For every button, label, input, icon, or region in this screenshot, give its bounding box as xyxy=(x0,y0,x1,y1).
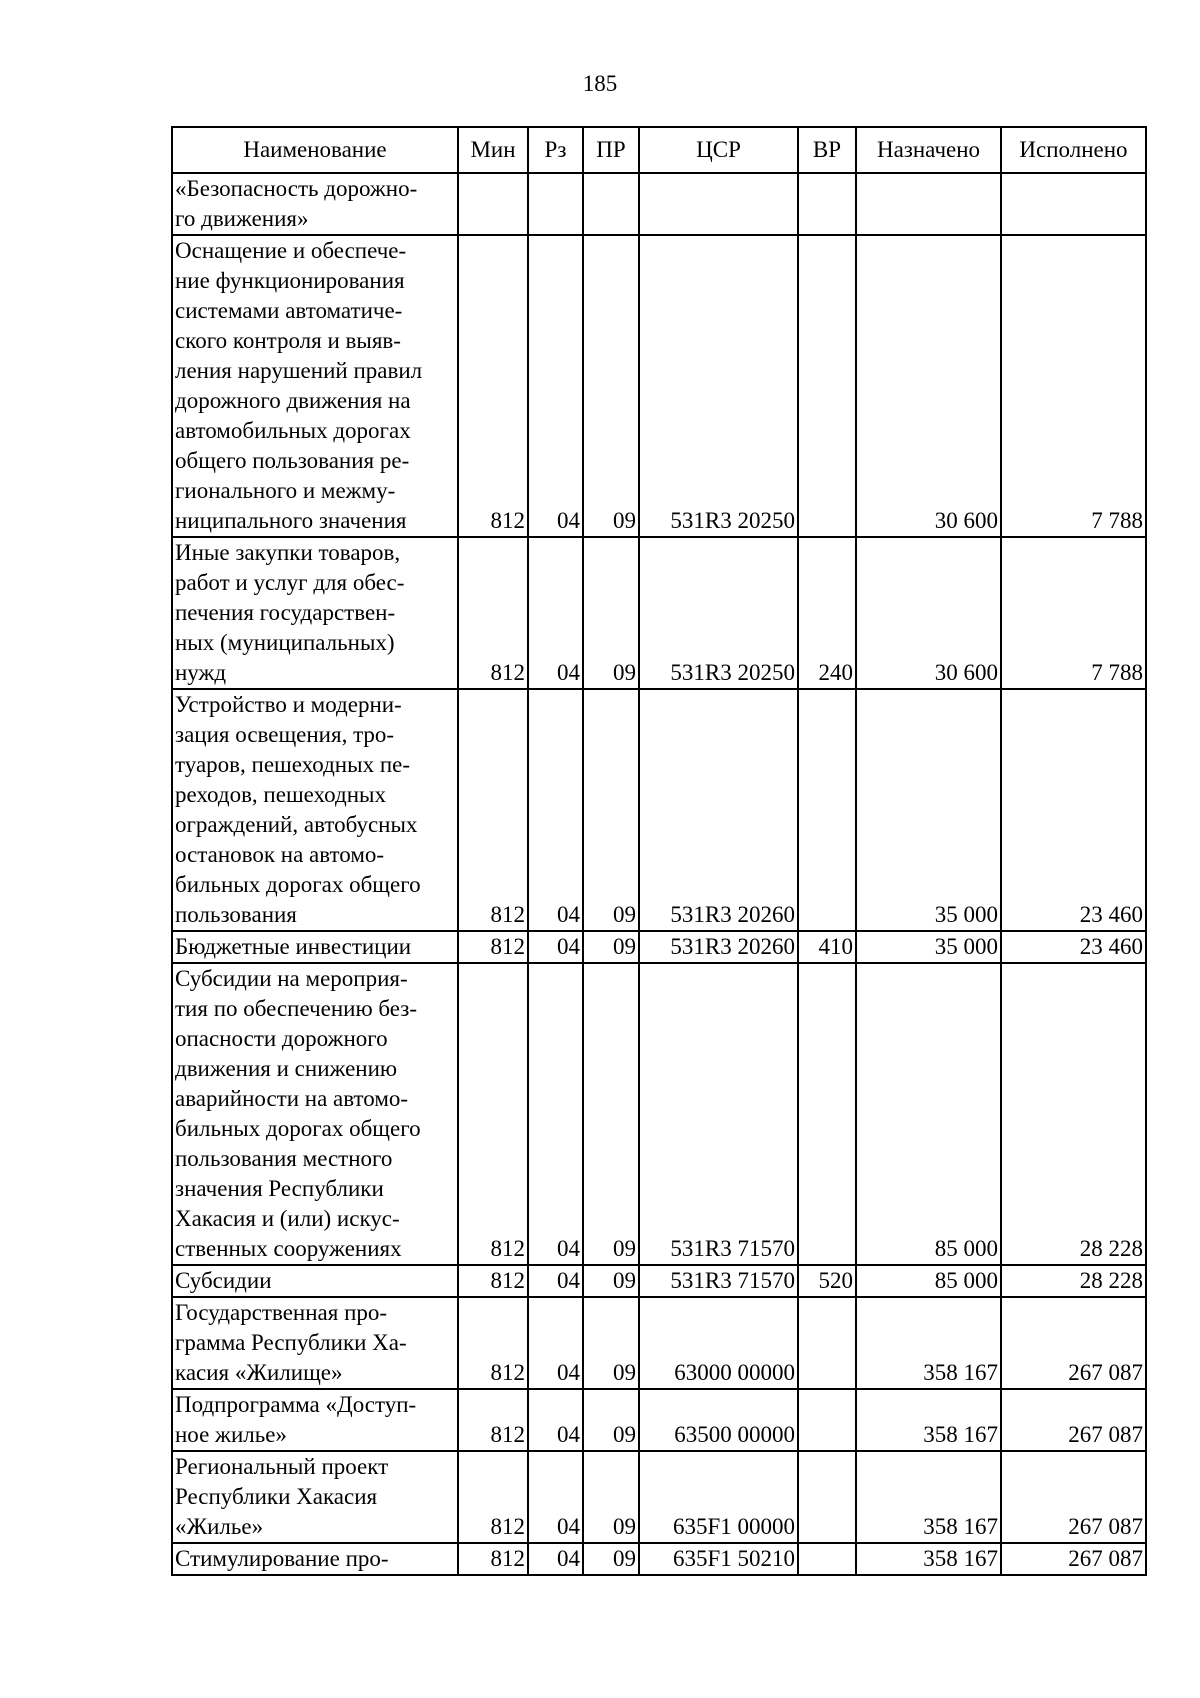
header-pr: ПР xyxy=(583,127,639,173)
header-vr: ВР xyxy=(798,127,856,173)
row-name-text: Субсидии на мероприя- тия по обеспечению без- опасности дорожного движения и снижению аварийности на автомо- бильных дорогах общего пользования местного значения Республики Хакасия и (или) искус- ственных сооружениях xyxy=(175,966,421,1261)
cell-min: 812 xyxy=(458,689,528,931)
cell-min xyxy=(458,173,528,235)
header-name: Наименование xyxy=(172,127,458,173)
cell-vr: 410 xyxy=(798,931,856,963)
cell-rz: 04 xyxy=(528,1297,583,1389)
header-row xyxy=(172,127,1146,173)
cell-executed: 267 087 xyxy=(1001,1543,1146,1575)
table-row xyxy=(172,931,1146,963)
cell-pr: 09 xyxy=(583,1297,639,1389)
cell-vr: 520 xyxy=(798,1265,856,1297)
cell-assigned: 30 600 xyxy=(856,537,1001,689)
cell-csr: 635F1 00000 xyxy=(639,1451,798,1543)
cell-executed: 267 087 xyxy=(1001,1389,1146,1451)
row-name-text: Стимулирование про- xyxy=(175,1546,389,1571)
cell-csr: 531R3 20260 xyxy=(639,931,798,963)
header-csr: ЦСР xyxy=(639,127,798,173)
header-executed: Исполнено xyxy=(1001,127,1146,173)
cell-name xyxy=(172,1297,458,1389)
cell-rz: 04 xyxy=(528,1389,583,1451)
row-name-text: «Безопасность дорожно- го движения» xyxy=(175,176,418,231)
cell-name xyxy=(172,235,458,537)
table-row xyxy=(172,963,1146,1265)
cell-rz: 04 xyxy=(528,1265,583,1297)
cell-rz: 04 xyxy=(528,1543,583,1575)
header-min: Мин xyxy=(458,127,528,173)
row-name-text: Подпрограмма «Доступ- ное жилье» xyxy=(175,1392,417,1447)
cell-vr xyxy=(798,173,856,235)
cell-name xyxy=(172,1265,458,1297)
cell-executed: 7 788 xyxy=(1001,537,1146,689)
header-assigned: Назначено xyxy=(856,127,1001,173)
cell-name xyxy=(172,1543,458,1575)
table-row xyxy=(172,235,1146,537)
table-row xyxy=(172,173,1146,235)
table-row xyxy=(172,689,1146,931)
cell-executed: 267 087 xyxy=(1001,1451,1146,1543)
cell-vr xyxy=(798,1543,856,1575)
cell-name xyxy=(172,963,458,1265)
cell-name xyxy=(172,1451,458,1543)
cell-assigned: 85 000 xyxy=(856,1265,1001,1297)
cell-rz: 04 xyxy=(528,931,583,963)
cell-assigned xyxy=(856,173,1001,235)
cell-name xyxy=(172,689,458,931)
cell-assigned: 358 167 xyxy=(856,1297,1001,1389)
cell-executed xyxy=(1001,173,1146,235)
cell-assigned: 35 000 xyxy=(856,931,1001,963)
table-row xyxy=(172,1389,1146,1451)
cell-pr: 09 xyxy=(583,931,639,963)
cell-pr: 09 xyxy=(583,1389,639,1451)
cell-vr xyxy=(798,963,856,1265)
cell-vr xyxy=(798,235,856,537)
cell-csr: 63500 00000 xyxy=(639,1389,798,1451)
cell-vr xyxy=(798,1389,856,1451)
cell-assigned: 358 167 xyxy=(856,1451,1001,1543)
header-rz: Рз xyxy=(528,127,583,173)
cell-min: 812 xyxy=(458,1265,528,1297)
cell-csr xyxy=(639,173,798,235)
cell-name xyxy=(172,931,458,963)
cell-rz xyxy=(528,173,583,235)
row-name-text: Бюджетные инвестиции xyxy=(175,934,412,959)
cell-executed: 23 460 xyxy=(1001,689,1146,931)
table-row xyxy=(172,1265,1146,1297)
cell-executed: 23 460 xyxy=(1001,931,1146,963)
table-row xyxy=(172,1297,1146,1389)
cell-vr: 240 xyxy=(798,537,856,689)
cell-pr: 09 xyxy=(583,689,639,931)
row-name-text: Региональный проект Республики Хакасия «Жилье» xyxy=(175,1454,389,1539)
cell-csr: 531R3 20260 xyxy=(639,689,798,931)
cell-csr: 63000 00000 xyxy=(639,1297,798,1389)
table-row xyxy=(172,1451,1146,1543)
cell-rz: 04 xyxy=(528,235,583,537)
cell-rz: 04 xyxy=(528,689,583,931)
cell-min: 812 xyxy=(458,931,528,963)
cell-assigned: 358 167 xyxy=(856,1389,1001,1451)
cell-min: 812 xyxy=(458,235,528,537)
cell-min: 812 xyxy=(458,537,528,689)
cell-pr: 09 xyxy=(583,963,639,1265)
cell-executed: 7 788 xyxy=(1001,235,1146,537)
cell-pr: 09 xyxy=(583,537,639,689)
cell-min: 812 xyxy=(458,1451,528,1543)
cell-csr: 531R3 20250 xyxy=(639,537,798,689)
row-name-text: Оснащение и обеспече- ние функционирования системами автоматиче- ского контроля и выяв- ления нарушений правил дорожного движения на автомобильных дорогах общего пользования ре- гионального и межму- ниципального значения xyxy=(175,238,423,533)
cell-rz: 04 xyxy=(528,1451,583,1543)
row-name-text: Иные закупки товаров, работ и услуг для обес- печения государствен- ных (муниципальных) нужд xyxy=(175,540,405,685)
cell-assigned: 30 600 xyxy=(856,235,1001,537)
cell-executed: 267 087 xyxy=(1001,1297,1146,1389)
table-row xyxy=(172,537,1146,689)
cell-vr xyxy=(798,1297,856,1389)
cell-name xyxy=(172,173,458,235)
cell-min: 812 xyxy=(458,1389,528,1451)
cell-csr: 531R3 71570 xyxy=(639,1265,798,1297)
cell-csr: 531R3 71570 xyxy=(639,963,798,1265)
row-name-text: Субсидии xyxy=(175,1268,272,1293)
budget-table xyxy=(171,126,1147,1576)
cell-rz: 04 xyxy=(528,537,583,689)
row-name-text: Государственная про- грамма Республики Ха- касия «Жилище» xyxy=(175,1300,407,1385)
cell-pr: 09 xyxy=(583,1451,639,1543)
table-row xyxy=(172,1543,1146,1575)
cell-vr xyxy=(798,1451,856,1543)
cell-min: 812 xyxy=(458,963,528,1265)
row-name-text: Устройство и модерни- зация освещения, тро- туаров, пешеходных пе- реходов, пешеходных ограждений, автобусных остановок на автомо- бильных дорогах общего пользования xyxy=(175,692,421,927)
cell-pr: 09 xyxy=(583,1543,639,1575)
cell-executed: 28 228 xyxy=(1001,963,1146,1265)
cell-min: 812 xyxy=(458,1297,528,1389)
cell-name xyxy=(172,537,458,689)
cell-pr xyxy=(583,173,639,235)
cell-pr: 09 xyxy=(583,1265,639,1297)
cell-rz: 04 xyxy=(528,963,583,1265)
cell-pr: 09 xyxy=(583,235,639,537)
cell-vr xyxy=(798,689,856,931)
cell-assigned: 85 000 xyxy=(856,963,1001,1265)
cell-min: 812 xyxy=(458,1543,528,1575)
cell-assigned: 35 000 xyxy=(856,689,1001,931)
cell-csr: 635F1 50210 xyxy=(639,1543,798,1575)
cell-csr: 531R3 20250 xyxy=(639,235,798,537)
cell-assigned: 358 167 xyxy=(856,1543,1001,1575)
cell-executed: 28 228 xyxy=(1001,1265,1146,1297)
cell-name xyxy=(172,1389,458,1451)
page-number: 185 xyxy=(582,71,618,96)
